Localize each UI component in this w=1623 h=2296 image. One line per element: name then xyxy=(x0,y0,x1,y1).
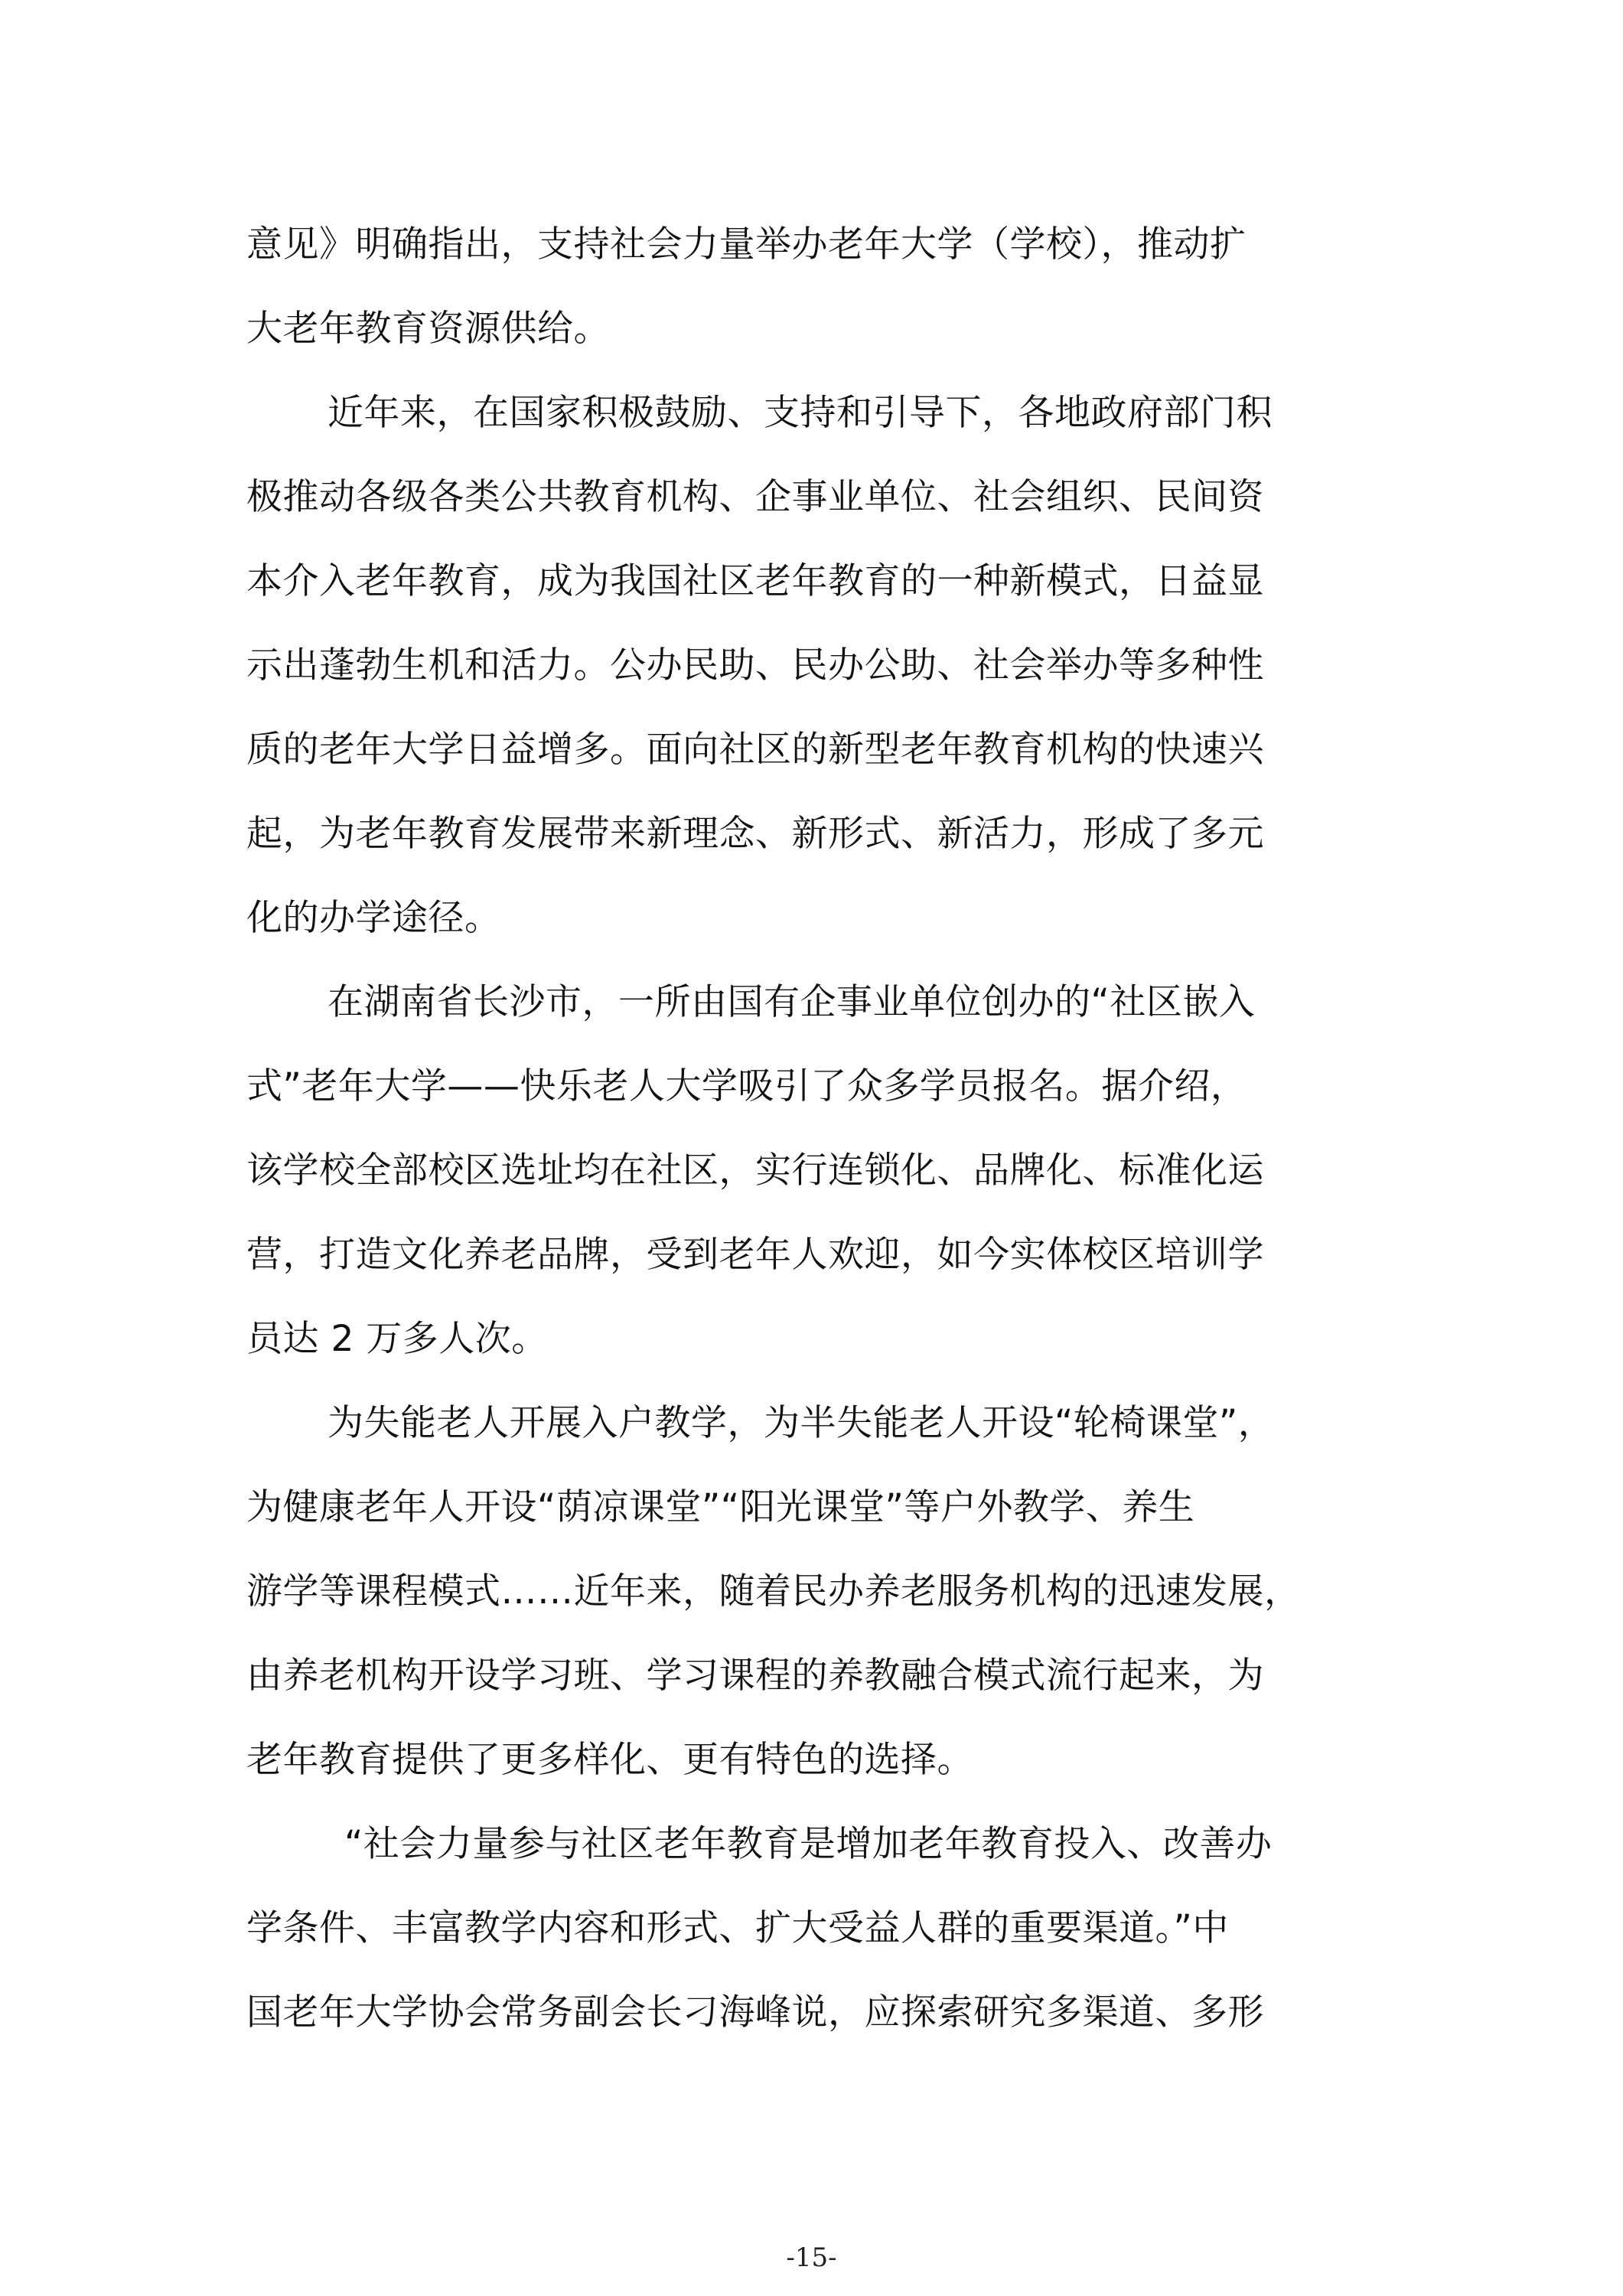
text-line: 本介入老年教育，成为我国社区老年教育的一种新模式，日益显 xyxy=(246,560,1264,602)
paragraph-start-line: 在湖南省长沙市，一所由国有企事业单位创办的“社区嵌入 xyxy=(328,981,1256,1023)
text-line: 示出蓬勃生机和活力。公办民助、民办公助、社会举办等多种性 xyxy=(246,644,1264,687)
text-line: 国老年大学协会常务副会长刁海峰说，应探索研究多渠道、多形 xyxy=(246,1991,1264,2033)
text-line: 老年教育提供了更多样化、更有特色的选择。 xyxy=(246,1739,973,1781)
text-line: 由养老机构开设学习班、学习课程的养教融合模式流行起来，为 xyxy=(246,1655,1264,1697)
text-line: 意见》明确指出，支持社会力量举办老年大学（学校），推动扩 xyxy=(246,223,1247,266)
paragraph-start-line: 近年来，在国家积极鼓励、支持和引导下，各地政府部门积 xyxy=(328,392,1273,434)
text-line: 质的老年大学日益增多。面向社区的新型老年教育机构的快速兴 xyxy=(246,729,1264,771)
text-line: 该学校全部校区选址均在社区，实行连锁化、品牌化、标准化运 xyxy=(246,1150,1264,1192)
text-line: 起，为老年教育发展带来新理念、新形式、新活力，形成了多元 xyxy=(246,813,1264,855)
text-line: 为健康老年人开设“荫凉课堂”“阳光课堂”等户外教学、养生 xyxy=(246,1486,1195,1528)
text-line: 员达 2 万多人次。 xyxy=(246,1318,548,1360)
text-line: 营，打造文化养老品牌，受到老年人欢迎，如今实体校区培训学 xyxy=(246,1234,1264,1276)
text-line: 大老年教育资源供给。 xyxy=(246,308,610,350)
page-number: -15- xyxy=(786,2242,837,2273)
text-line: 游学等课程模式……近年来，随着民办养老服务机构的迅速发展， xyxy=(246,1570,1301,1613)
text-line: 化的办学途径。 xyxy=(246,897,501,939)
text-line: 极推动各级各类公共教育机构、企事业单位、社会组织、民间资 xyxy=(246,476,1264,518)
paragraph-start-line: 为失能老人开展入户教学，为半失能老人开设“轮椅课堂”， xyxy=(328,1402,1275,1444)
text-line: 式”老年大学——快乐老人大学吸引了众多学员报名。据介绍， xyxy=(246,1065,1247,1107)
paragraph-start-line: “社会力量参与社区老年教育是增加老年教育投入、改善办 xyxy=(344,1823,1273,1865)
text-line: 学条件、丰富教学内容和形式、扩大受益人群的重要渠道。”中 xyxy=(246,1907,1229,1949)
